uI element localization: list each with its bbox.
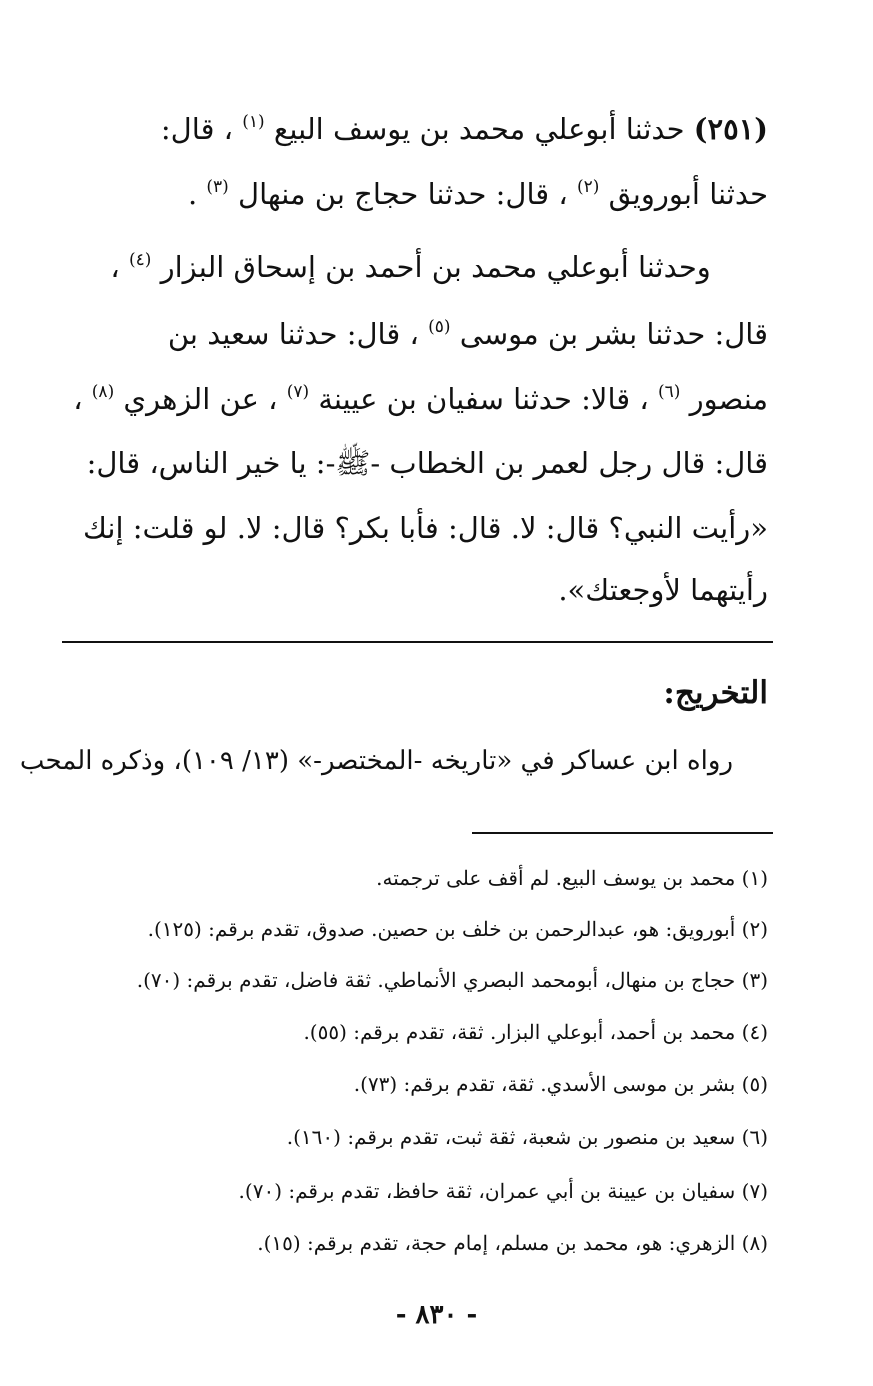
hadith-line-5	[73, 382, 768, 416]
takhrij-heading: التخريج:	[663, 675, 768, 711]
hadith-text: حدثنا أبوعلي محمد بن يوسف البيع	[273, 112, 685, 146]
footnote-item: (١) محمد بن يوسف البيع. لم أقف على ترجمته.	[376, 866, 768, 890]
hadith-text: ،	[73, 382, 83, 416]
footnote-ref-3: (٣)	[206, 177, 229, 197]
hadith-line-2	[88, 177, 768, 211]
footnote-item: (٢) أبورويق: هو، عبدالرحمن بن خلف بن حصين. صدوق، تقدم برقم: (١٢٥).	[147, 917, 768, 941]
hadith-text: وحدثنا أبوعلي محمد بن أحمد بن إسحاق البزار	[160, 250, 711, 284]
hadith-text: ، قال: حدثنا سعيد بن	[167, 317, 419, 351]
hadith-line-6: قال: قال رجل لعمر بن الخطاب -ﷺ-: يا خير الناس، قال:	[86, 446, 768, 480]
hadith-text: ، عن الزهري	[123, 382, 278, 416]
hadith-line-8: رأيتهما لأوجعتك».	[558, 573, 768, 607]
footnote-item: (٦) سعيد بن منصور بن شعبة، ثقة ثبت، تقدم برقم: (١٦٠).	[286, 1125, 768, 1149]
footnote-ref-2: (٢)	[576, 177, 600, 197]
footnote-ref-8: (٨)	[91, 382, 115, 402]
hadith-text: حدثنا أبورويق	[608, 177, 768, 211]
footnote-ref-7: (٧)	[286, 382, 310, 402]
takhrij-text: رواه ابن عساكر في «تاريخه -المختصر-» (١٣/ ١٠٩)، وذكره المحب	[19, 746, 733, 776]
footnote-item: (٥) بشر بن موسى الأسدي. ثقة، تقدم برقم: (٧٣).	[353, 1072, 768, 1096]
footnote-item: (٤) محمد بن أحمد، أبوعلي البزار. ثقة، تقدم برقم: (٥٥).	[303, 1020, 768, 1044]
footnote-ref-6: (٦)	[657, 382, 681, 402]
page-number: - ٨٣٠ -	[395, 1300, 478, 1330]
section-divider	[62, 641, 773, 643]
hadith-text: .	[187, 177, 198, 211]
hadith-text: ، قال: حدثنا حجاج بن منهال	[238, 177, 568, 211]
hadith-line-1	[88, 112, 768, 146]
hadith-text: ، قال:	[160, 112, 234, 146]
hadith-text: منصور	[689, 382, 768, 416]
hadith-text: قال: حدثنا بشر بن موسى	[459, 317, 768, 351]
footnote-item: (٣) حجاج بن منهال، أبومحمد البصري الأنماطي. ثقة فاضل، تقدم برقم: (٧٠).	[136, 968, 768, 992]
hadith-text: ،	[110, 250, 120, 284]
hadith-line-3	[88, 250, 768, 284]
footnote-ref-1: (١)	[242, 112, 265, 132]
hadith-text: ، قالا: حدثنا سفيان بن عيينة	[318, 382, 649, 416]
hadith-line-4	[88, 317, 768, 351]
footnote-ref-5: (٥)	[428, 317, 451, 337]
footnote-item: (٨) الزهري: هو، محمد بن مسلم، إمام حجة، تقدم برقم: (١٥).	[257, 1231, 768, 1255]
footnote-item: (٧) سفيان بن عيينة بن أبي عمران، ثقة حافظ، تقدم برقم: (٧٠).	[238, 1179, 768, 1203]
hadith-line-7: «رأيت النبي؟ قال: لا. قال: فأبا بكر؟ قال: لا. لو قلت: إنك	[82, 511, 768, 545]
footnote-ref-4: (٤)	[128, 250, 152, 270]
hadith-number: (٢٥١)	[693, 112, 768, 146]
footnote-divider	[472, 832, 773, 834]
